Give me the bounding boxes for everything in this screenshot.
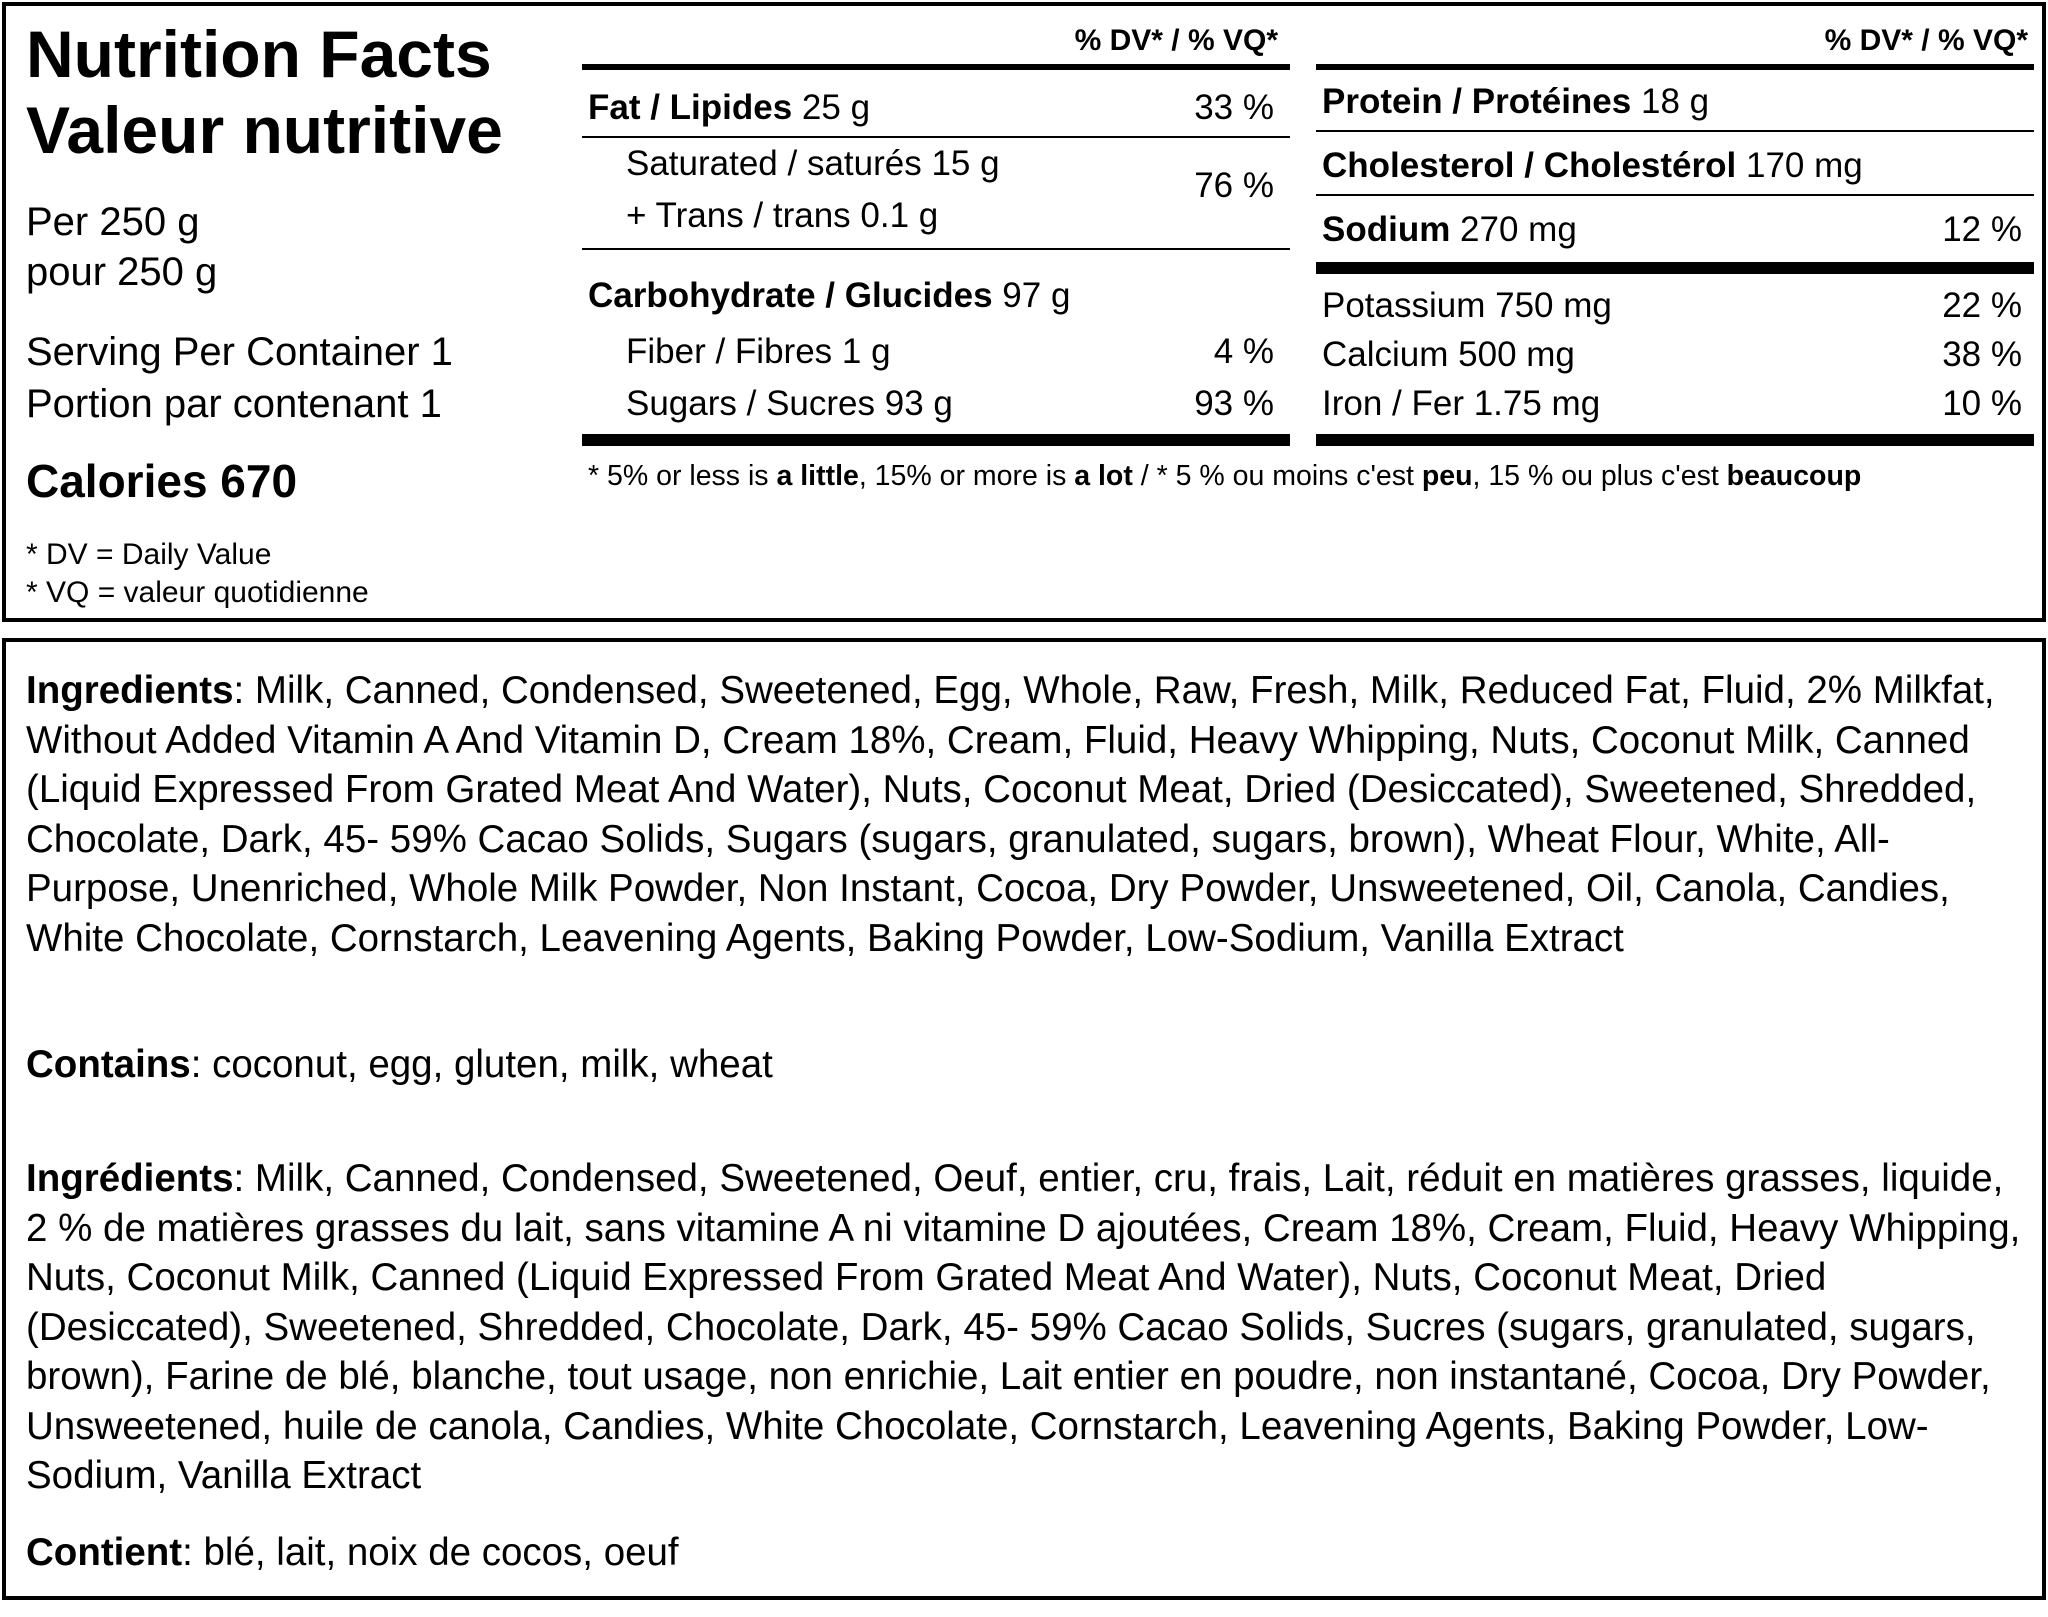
calcium-pct: 38 % [1942, 335, 2022, 374]
rule-protein [1316, 130, 2034, 132]
contains-en-heading: Contains [26, 1043, 191, 1086]
calories: Calories 670 [26, 455, 298, 507]
rule-bottom-right [1316, 434, 2034, 446]
fiber-pct: 4 % [1213, 332, 1274, 371]
footnote-part: , 15 % ou plus c'est [1472, 460, 1727, 492]
rule-top-left [582, 64, 1290, 70]
ingredients-fr-text: : Milk, Canned, Condensed, Sweetened, Oeuf, entier, cru, frais, Lait, réduit en matières grasses, liquide, 2 % de matières grasses du lait, sans vitamine A ni vitamine D ajoutées, Cream 18%, Cream, Fluid, Heavy Whipping, Nuts, Coconut Milk, Canned (Liquid Expressed From Grated Meat And Water), Nuts, Coconut Meat, Dried (Desiccated), Sweetened, Shredded, Chocolate, Dark, 45- 59% Cacao Solids, Sucres (sugars, granulated, sugars, brown), Farine de blé, blanche, tout usage, non enrichie, Lait entier en poudre, non instantané, Cocoa, Dry Powder, Unsweetened, huile de canola, Candies, White Chocolate, Cornstarch, Leavening Agents, Baking Powder, Low-Sodium, Vanilla Extract [26, 1157, 2021, 1497]
servings-en: Serving Per Container 1 [26, 330, 453, 374]
protein-amount: 18 g [1631, 82, 1710, 121]
footnote-bold: a little [776, 460, 859, 492]
rule-trans [582, 248, 1290, 250]
contains-fr-heading: Contient [26, 1531, 183, 1574]
servings-fr: Portion par contenant 1 [26, 382, 442, 426]
rule-top-right [1316, 64, 2034, 70]
fat-pct: 33 % [1194, 88, 1274, 127]
title-fr: Valeur nutritive [26, 93, 503, 167]
fat-row [588, 88, 870, 128]
fiber-row: Fiber / Fibres 1 g [626, 332, 891, 371]
ingredients-panel [2, 638, 2046, 1600]
fat-amount: 25 g [792, 88, 871, 127]
cholesterol-row [1322, 146, 1863, 186]
protein-label: Protein / Protéines [1322, 82, 1632, 121]
iron-row: Iron / Fer 1.75 mg [1322, 384, 1601, 423]
contains-fr-text: : blé, lait, noix de cocos, oeuf [182, 1531, 679, 1574]
footnote-part: * 5% or less is [588, 460, 777, 492]
ingredients-fr-heading: Ingrédients [26, 1157, 234, 1200]
footnote-bold: a lot [1074, 460, 1133, 492]
footnote-bold: peu [1421, 460, 1473, 492]
fat-label: Fat / Lipides [588, 88, 793, 127]
sodium-pct: 12 % [1942, 210, 2022, 249]
sat-trans-pct: 76 % [1194, 166, 1274, 205]
nutrition-facts-panel [2, 2, 2046, 622]
potassium-pct: 22 % [1942, 286, 2022, 325]
potassium-row: Potassium 750 mg [1322, 286, 1612, 325]
title-en: Nutrition Facts [26, 17, 492, 91]
rule-bottom-left [582, 434, 1290, 446]
saturated-row: Saturated / saturés 15 g [626, 144, 1000, 183]
cholesterol-amount: 170 mg [1736, 146, 1863, 185]
dv-footnote [588, 460, 1861, 493]
cholesterol-label: Cholesterol / Cholestérol [1322, 146, 1737, 185]
ingredients-en [26, 666, 2026, 963]
contains-en-text: : coconut, egg, gluten, milk, wheat [190, 1043, 773, 1086]
vq-note: * VQ = valeur quotidienne [26, 576, 369, 609]
rule-sodium [1316, 262, 2034, 274]
sugars-row: Sugars / Sucres 93 g [626, 384, 953, 423]
footnote-bold: beaucoup [1726, 460, 1862, 492]
sodium-row [1322, 210, 1577, 250]
sodium-amount: 270 mg [1450, 210, 1577, 249]
dv-header-right: % DV* / % VQ* [1824, 24, 2028, 57]
rule-fat [582, 136, 1290, 138]
calcium-row: Calcium 500 mg [1322, 335, 1575, 374]
carb-row [588, 276, 1070, 316]
per-fr: pour 250 g [26, 250, 218, 294]
per-en: Per 250 g [26, 200, 200, 244]
contains-en [26, 1040, 2026, 1090]
sodium-label: Sodium [1322, 210, 1451, 249]
ingredients-en-text: : Milk, Canned, Condensed, Sweetened, Egg, Whole, Raw, Fresh, Milk, Reduced Fat, Fluid, 2% Milkfat, Without Added Vitamin A And Vitamin D, Cream 18%, Cream, Fluid, Heavy Whipping, Nuts, Coconut Milk, Canned (Liquid Expressed From Grated Meat And Water), Nuts, Coconut Meat, Dried (Desiccated), Sweetened, Shredded, Chocolate, Dark, 45- 59% Cacao Solids, Sugars (sugars, granulated, sugars, brown), Wheat Flour, White, All-Purpose, Unenriched, Whole Milk Powder, Non Instant, Cocoa, Dry Powder, Unsweetened, Oil, Canola, Candies, White Chocolate, Cornstarch, Leavening Agents, Baking Powder, Low-Sodium, Vanilla Extract [26, 669, 1995, 960]
carb-label: Carbohydrate / Glucides [588, 276, 993, 315]
protein-row [1322, 82, 1709, 122]
ingredients-en-heading: Ingredients [26, 669, 234, 712]
rule-cholesterol [1316, 194, 2034, 196]
dv-note: * DV = Daily Value [26, 538, 272, 571]
iron-pct: 10 % [1942, 384, 2022, 423]
sugars-pct: 93 % [1194, 384, 1274, 423]
trans-row: + Trans / trans 0.1 g [626, 196, 939, 235]
carb-amount: 97 g [992, 276, 1071, 315]
dv-header-left: % DV* / % VQ* [1074, 24, 1278, 57]
footnote-part: , 15% or more is [858, 460, 1075, 492]
contains-fr [26, 1528, 2026, 1578]
ingredients-fr [26, 1154, 2026, 1501]
footnote-part: / * 5 % ou moins c'est [1132, 460, 1422, 492]
